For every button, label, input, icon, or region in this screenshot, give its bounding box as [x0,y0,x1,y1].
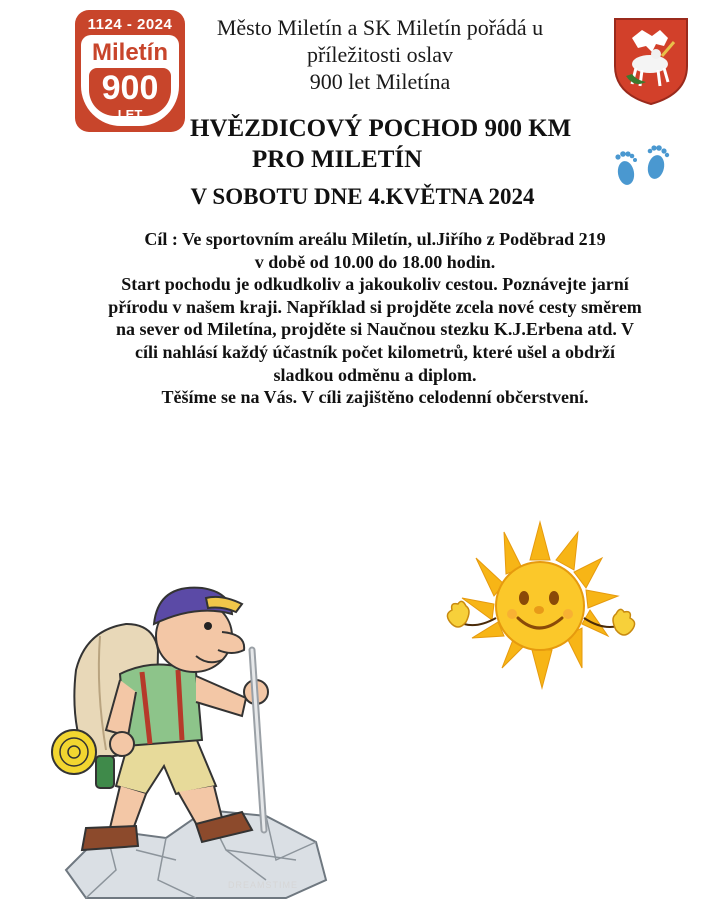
body-line-7: sladkou odměnu a diplom. [273,364,477,385]
sun-illustration [442,518,638,698]
hiker-illustration [46,580,336,900]
body-line-1: Cíl : Ve sportovním areálu Miletín, ul.Jiřího z Poděbrad 219 [144,229,606,249]
header-line-1: Město Miletín a SK Miletín pořádá u [216,15,544,40]
logo-number: 900 [89,68,171,116]
body-line-8: Těšíme se na Vás. V cíli zajištěno celodenní občerstvení. [161,387,589,408]
town-crest-icon [612,16,690,106]
event-date: V SOBOTU DNE 4.KVĚTNA 2024 [190,184,535,209]
body-line-4: přírodu v našem kraji. Například si projděte zcela nové cesty směrem [108,296,642,317]
miletin-900-logo [75,10,185,132]
title-line-2: PRO MILETÍN [252,146,423,173]
watermark-text: DREAMSTIME [228,880,299,890]
body-line-6: cíli nahlásí každý účastník počet kilometrů, které ušel a obdrží [134,341,615,362]
logo-suffix: LET [117,107,143,122]
organizer-header [215,14,545,95]
body-line-2: v době od 10.00 do 18.00 hodin. [254,251,496,272]
body-line-5: na sever od Miletína, projděte si Naučnou stezku K.J.Erbena atd. V [115,319,635,340]
event-description [70,228,680,409]
logo-name: Miletín [92,39,168,66]
header-line-3: 900 let Miletína [309,69,451,94]
logo-years: 1124 - 2024 [87,16,173,33]
event-title [190,113,610,175]
title-line-1: HVĚZDICOVÝ POCHOD 900 KM [190,115,572,142]
body-line-3: Start pochodu je odkudkoliv a jakoukoliv cestou. Poznávejte jarní [121,274,629,295]
header-line-2: příležitosti oslav [306,42,454,67]
